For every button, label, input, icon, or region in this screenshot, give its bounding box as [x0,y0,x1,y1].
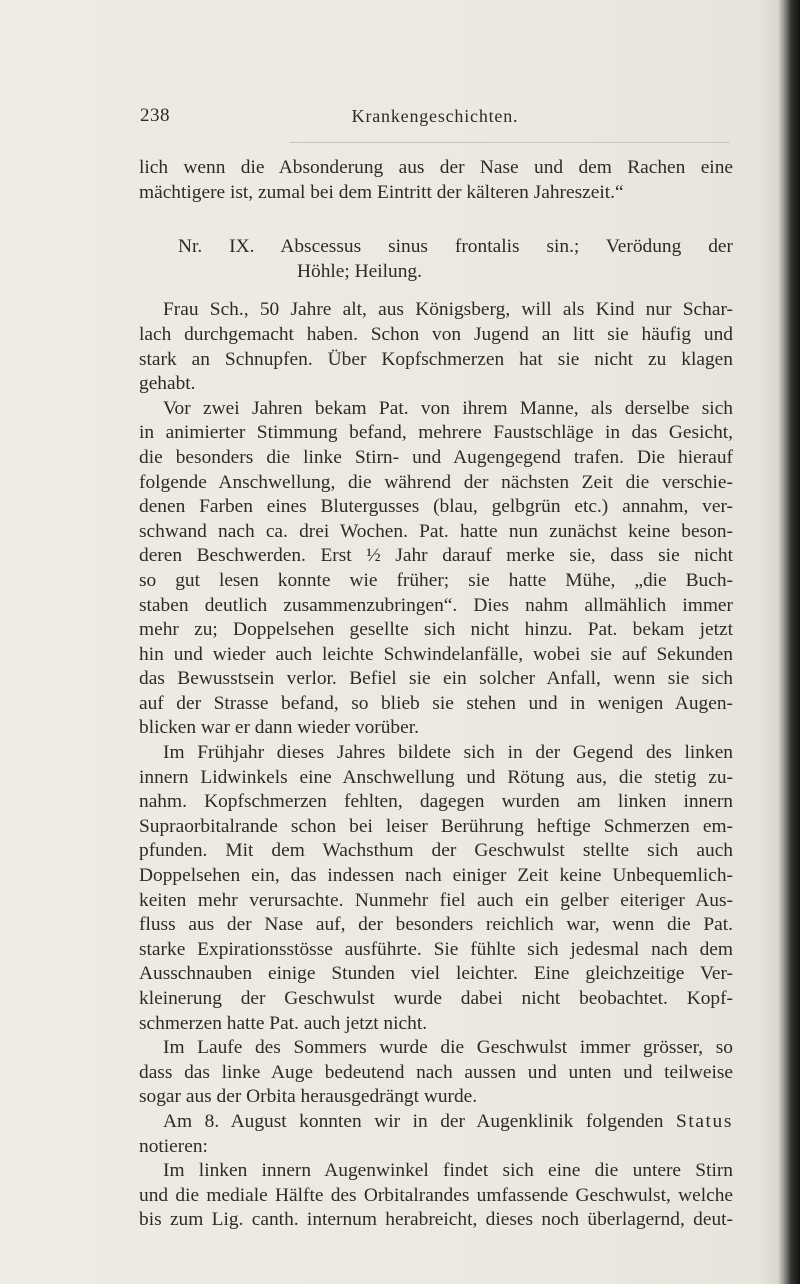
text-line: lich wenn die Absonderung aus der Nase und dem Rachen eine [139,157,733,178]
header-rule [290,142,730,143]
text-line: Vor zwei Jahren bekam Pat. von ihrem Manne, als derselbe sich [163,397,733,419]
text-line: pfunden. Mit dem Wachsthum der Geschwulst stellte sich auch [139,840,733,862]
text-line: dass das linke Auge bedeutend nach aussen und unten und teilweise [139,1061,733,1083]
text-line: Im Laufe des Sommers wurde die Geschwulst immer grösser, so [163,1037,733,1059]
text-line-status [139,1110,733,1135]
text-line: Im linken innern Augenwinkel findet sich eine die untere Stirn [163,1160,733,1182]
text-line: Im Frühjahr dieses Jahres bildete sich in der Gegend des linken [163,742,733,764]
text-line: Supraorbitalrande schon bei leiser Berührung heftige Schmerzen em- [139,815,733,837]
text-line: denen Farben eines Blutergusses (blau, gelbgrün etc.) annahm, ver- [139,496,733,518]
text-line: auf der Strasse befand, so blieb sie stehen und in wenigen Augen- [139,692,733,714]
text-line: schwand nach ca. drei Wochen. Pat. hatte nun zunächst keine beson- [139,520,733,542]
text-line: stark an Schnupfen. Über Kopfschmerzen hat sie nicht zu klagen [139,348,733,370]
text-line: fluss aus der Nase auf, der besonders reichlich war, wenn die Pat. [139,914,733,936]
text-line: innern Lidwinkels eine Anschwellung und Rötung aus, die stetig zu- [139,766,733,788]
text-line: sogar aus der Orbita herausgedrängt wurde. [139,1086,478,1108]
text-line: und die mediale Hälfte des Orbitalrandes umfassende Geschwulst, welche [139,1184,733,1206]
text-line: mächtigere ist, zumal bei dem Eintritt der kälteren Jahreszeit.“ [139,181,624,203]
status-word: Status [675,1110,733,1132]
text-line: keiten mehr verursachte. Nunmehr fiel auch ein gelber eiteriger Aus- [139,889,733,911]
text-line: staben deutlich zusammenzubringen“. Dies nahm allmählich immer [139,594,733,616]
text-line: blicken war er dann wieder vorüber. [139,717,419,739]
text-line: deren Beschwerden. Erst ½ Jahr darauf merke sie, dass sie nicht [139,545,733,567]
text-line: nahm. Kopfschmerzen fehlten, dagegen wurden am linken innern [139,791,733,813]
text-line: gehabt. [139,373,196,395]
case-heading: Nr. IX. Abscessus sinus frontalis sin.; Verödung der [178,236,733,258]
text-line: hin und wieder auch leichte Schwindelanfälle, wobei sie auf Sekunden [139,643,733,665]
text-line: bis zum Lig. canth. internum herabreicht, dieses noch überlagernd, deut- [139,1209,733,1231]
text-line: mehr zu; Doppelsehen gesellte sich nicht hinzu. Pat. bekam jetzt [139,619,733,641]
page-edge-shadow [758,0,778,1284]
text-line: die besonders die linke Stirn- und Augengegend trafen. Die hierauf [139,446,733,468]
text-line: folgende Anschwellung, die während der nächsten Zeit die verschie- [139,471,733,493]
text-line: kleinerung der Geschwulst wurde dabei nicht beobachtet. Kopf- [139,988,733,1009]
text-line: so gut lesen konnte wie früher; sie hatte Mühe, „die Buch- [139,569,733,591]
text-line: das Bewusstsein verlor. Befiel sie ein solcher Anfall, wenn sie sich [139,668,733,690]
text-line: Frau Sch., 50 Jahre alt, aus Königsberg, will als Kind nur Schar- [163,299,733,321]
text-line: starke Expirationsstösse ausführte. Sie fühlte sich jedesmal nach dem [139,938,733,960]
text-line: notieren: [139,1135,208,1157]
text-line: Doppelsehen ein, das indessen nach einiger Zeit keine Unbequemlich- [139,865,733,887]
case-heading-continued: Höhle; Heilung. [297,260,422,282]
book-binding-edge [778,0,800,1284]
running-head: Krankengeschichten. [351,106,519,126]
text-body [139,156,733,1233]
text-line: schmerzen hatte Pat. auch jetzt nicht. [139,1012,428,1034]
text-line: Ausschnauben einige Stunden viel leichter. Eine gleichzeitige Ver- [139,963,733,985]
text-line: in animierter Stimmung befand, mehrere Faustschläge in das Gesicht, [139,422,733,444]
page-header [140,105,730,131]
text-line: lach durchgemacht haben. Schon von Jugend an litt sie häufig und [139,323,733,345]
page-number: 238 [140,105,170,126]
status-line-text: Am 8. August konnten wir in der Augenklinik folgenden [163,1110,664,1132]
